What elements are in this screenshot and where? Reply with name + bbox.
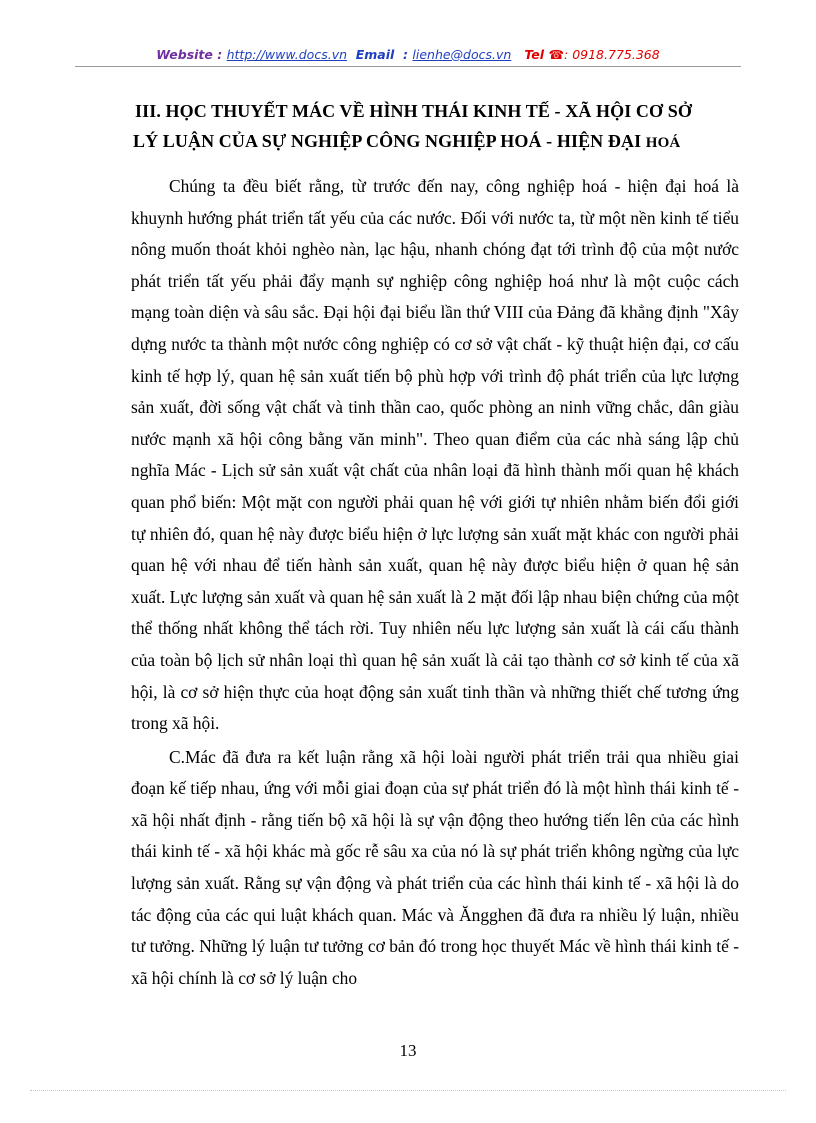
email-label: Email: [355, 47, 395, 62]
section-title-line-2-main: LÝ LUẬN CỦA SỰ NGHIỆP CÔNG NGHIỆP HOÁ - HIỆN ĐẠI: [133, 131, 642, 151]
page-header: [75, 47, 741, 62]
phone-icon: ☎: [548, 47, 565, 62]
website-link[interactable]: http://www.docs.vn: [226, 47, 348, 62]
page-bottom-divider: [30, 1090, 786, 1091]
section-title-line-1: III. HỌC THUYẾT MÁC VỀ HÌNH THÁI KINH TẾ - XÃ HỘI CƠ SỞ: [135, 101, 692, 121]
email-link[interactable]: lienhe@docs.vn: [412, 47, 512, 62]
tel-value: : 0918.775.368: [564, 47, 660, 62]
paragraph: Chúng ta đều biết rằng, từ trước đến nay, công nghiệp hoá - hiện đại hoá là khuynh hướng phát triển tất yếu của các nước. Đối với nước ta, từ một nền kinh tế tiểu nông muốn thoát khỏi nghèo nàn, lạc hậu, nhanh chóng đạt tới trình độ của một nước phát triển tất yếu phải đẩy mạnh sự nghiệp công nghiệp hoá như là một cuộc cách mạng toàn diện và sâu sắc. Đại hội đại biểu lần thứ VIII của Đảng đã khẳng định "Xây dựng nước ta thành một nước công nghiệp có cơ sở vật chất - kỹ thuật hiện đại, cơ cấu kinh tế hợp lý, quan hệ sản xuất tiến bộ phù hợp với trình độ phát triển của lực lượng sản xuất, đời sống vật chất và tinh thần cao, quốc phòng an ninh vững chắc, dân giàu nước mạnh xã hội công bằng văn minh". Theo quan điểm của các nhà sáng lập chủ nghĩa Mác - Lịch sử sản xuất vật chất của nhân loại đã hình thành mối quan hệ khách quan phổ biến: Một mặt con người phải quan hệ với giới tự nhiên nhằm biến đổi giới tự nhiên đó, quan hệ này được biểu hiện ở lực lượng sản xuất mặt khác con người phải quan hệ với nhau để tiến hành sản xuất, quan hệ này được biểu hiện ở quan hệ sản xuất. Lực lượng sản xuất và quan hệ sản xuất là 2 mặt đối lập nhau biện chứng của một thể thống nhất không thể tách rời. Tuy nhiên nếu lực lượng sản xuất là cái cấu thành của toàn bộ lịch sử nhân loại thì quan hệ sản xuất là cải tạo thành cơ sở kinh tế của xã hội, là cơ sở hiện thực của hoạt động sản xuất tinh thần và những thiết chế tương ứng trong xã hội.: [131, 176, 739, 734]
email-separator: :: [403, 47, 409, 62]
section-title-line-2: [133, 131, 753, 152]
body-text: [131, 171, 739, 994]
page-number: 13: [399, 1041, 417, 1060]
header-divider: [75, 66, 741, 67]
section-title-line-2-tail: HOÁ: [645, 135, 681, 151]
website-label: Website :: [156, 47, 223, 62]
paragraph: C.Mác đã đưa ra kết luận rằng xã hội loài người phát triển trải qua nhiều giai đoạn kế tiếp nhau, ứng với mỗi giai đoạn của sự phát triển đó là một hình thái kinh tế - xã hội nhất định - rằng tiến bộ xã hội là sự vận động theo hướng tiến lên của các hình thái kinh tế - xã hội khác mà gốc rễ sâu xa của nó là sự phát triển không ngừng của lực lượng sản xuất. Rằng sự vận động và phát triển của các hình thái kinh tế - xã hội là do tác động của các qui luật khách quan. Mác và Ăngghen đã đưa ra nhiều lý luận, nhiều tư tưởng. Những lý luận tư tưởng cơ bản đó trong học thuyết Mác về hình thái kinh tế - xã hội chính là cơ sở lý luận cho: [131, 746, 739, 988]
tel-label: Tel: [524, 47, 545, 62]
